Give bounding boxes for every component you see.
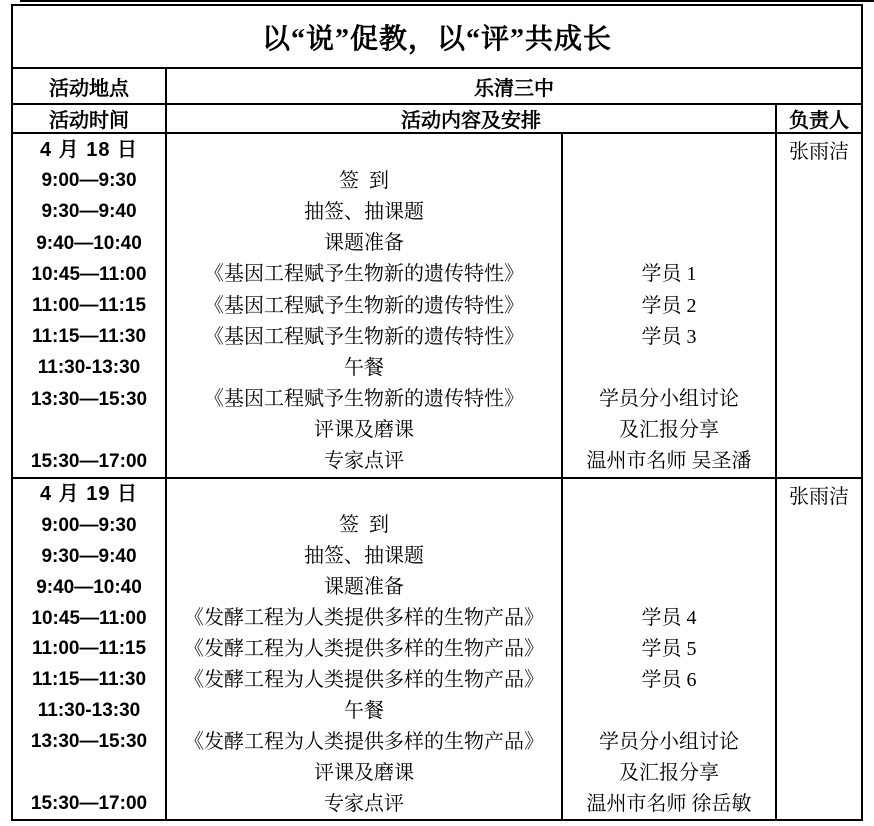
time-cell: 13:30—15:30 [30, 731, 148, 753]
time-cell: 10:45—11:00 [31, 607, 147, 629]
content-column [165, 479, 561, 819]
time-cell: 9:30—9:40 [41, 201, 137, 223]
location-row [13, 67, 861, 103]
person-cell: 及汇报分享 [619, 761, 719, 784]
person-cell [563, 165, 775, 196]
time-cell: 13:30—15:30 [30, 388, 148, 410]
time-cell: 9:00—9:30 [41, 514, 137, 536]
person-cell [563, 541, 775, 572]
person-cell: 学员 4 [641, 607, 697, 630]
time-column [13, 479, 165, 819]
content-cell: 《基因工程赋予生物新的遗传特性》 [204, 294, 524, 317]
person-cell: 学员 3 [641, 325, 697, 348]
content-cell: 评课及磨课 [314, 419, 414, 442]
person-cell [563, 228, 775, 259]
time-cell: 11:30-13:30 [37, 357, 141, 379]
person-cell [563, 479, 775, 510]
person-cell [563, 510, 775, 541]
content-cell [167, 479, 561, 510]
content-cell: 专家点评 [324, 792, 404, 815]
person-cell: 学员 2 [641, 294, 697, 317]
time-cell: 15:30—17:00 [30, 793, 148, 815]
content-cell: 《发酵工程为人类提供多样的生物产品》 [184, 730, 544, 753]
content-cell: 午餐 [344, 699, 384, 722]
col-header-leader: 负责人 [775, 105, 861, 132]
content-cell: 课题准备 [324, 576, 404, 599]
content-cell: 《发酵工程为人类提供多样的生物产品》 [184, 607, 544, 630]
content-cell: 《基因工程赋予生物新的遗传特性》 [204, 263, 524, 286]
content-cell: 《基因工程赋予生物新的遗传特性》 [204, 325, 524, 348]
content-cell: 专家点评 [324, 450, 404, 473]
person-cell: 学员 1 [641, 263, 697, 286]
time-cell: 9:40—10:40 [36, 576, 142, 598]
person-cell: 温州市名师 吴圣潘 [586, 450, 752, 473]
time-cell: 11:00—11:15 [31, 295, 147, 317]
content-cell: 《基因工程赋予生物新的遗传特性》 [204, 388, 524, 411]
time-cell: 9:40—10:40 [36, 232, 142, 254]
time-cell: 11:15—11:30 [31, 669, 147, 691]
leader-name: 张雨洁 [789, 485, 849, 508]
person-cell: 学员分小组讨论 [599, 730, 739, 753]
day-block-april-18 [13, 132, 861, 477]
time-cell [13, 415, 165, 446]
person-cell [563, 134, 775, 165]
page-title: 以“说”促教，以“评”共成长 [261, 23, 612, 55]
time-cell: 15:30—17:00 [30, 450, 148, 472]
content-cell: 抽签、抽课题 [304, 545, 424, 568]
time-cell: 11:15—11:30 [31, 326, 147, 348]
location-value: 乐清三中 [165, 69, 861, 103]
time-cell: 10:45—11:00 [31, 263, 147, 285]
content-cell: 午餐 [344, 356, 384, 379]
person-cell: 学员 5 [641, 637, 697, 660]
person-cell [563, 352, 775, 383]
person-cell [563, 695, 775, 726]
person-column [561, 134, 775, 477]
schedule-table [11, 4, 863, 821]
location-label: 活动地点 [49, 77, 129, 100]
person-cell: 及汇报分享 [619, 419, 719, 442]
time-cell: 11:00—11:15 [31, 638, 147, 660]
content-column [165, 134, 561, 477]
content-cell: 课题准备 [324, 232, 404, 255]
leader-column [775, 479, 861, 819]
person-cell: 温州市名师 徐岳敏 [586, 792, 752, 815]
person-cell [563, 196, 775, 227]
table-title-row [13, 6, 861, 67]
col-header-time: 活动时间 [49, 110, 129, 132]
time-cell: 4 月 19 日 [39, 483, 139, 506]
time-column [13, 134, 165, 477]
time-cell: 9:30—9:40 [41, 545, 137, 567]
person-column [561, 479, 775, 819]
content-cell: 签 到 [339, 169, 389, 192]
top-crop-line [20, 0, 874, 2]
column-header-row [13, 103, 861, 132]
leader-column [775, 134, 861, 477]
time-cell: 9:00—9:30 [41, 170, 137, 192]
person-cell: 学员分小组讨论 [599, 388, 739, 411]
col-header-content: 活动内容及安排 [165, 105, 775, 132]
content-cell: 《发酵工程为人类提供多样的生物产品》 [184, 668, 544, 691]
day-block-april-19 [13, 477, 861, 819]
content-cell [167, 134, 561, 165]
content-cell: 评课及磨课 [314, 761, 414, 784]
time-cell: 4 月 18 日 [39, 138, 139, 161]
person-cell: 学员 6 [641, 668, 697, 691]
content-cell: 签 到 [339, 514, 389, 537]
content-cell: 抽签、抽课题 [304, 200, 424, 223]
leader-name: 张雨洁 [789, 141, 849, 164]
content-cell: 《发酵工程为人类提供多样的生物产品》 [184, 637, 544, 660]
time-cell: 11:30-13:30 [37, 700, 141, 722]
time-cell [13, 757, 165, 788]
person-cell [563, 572, 775, 603]
